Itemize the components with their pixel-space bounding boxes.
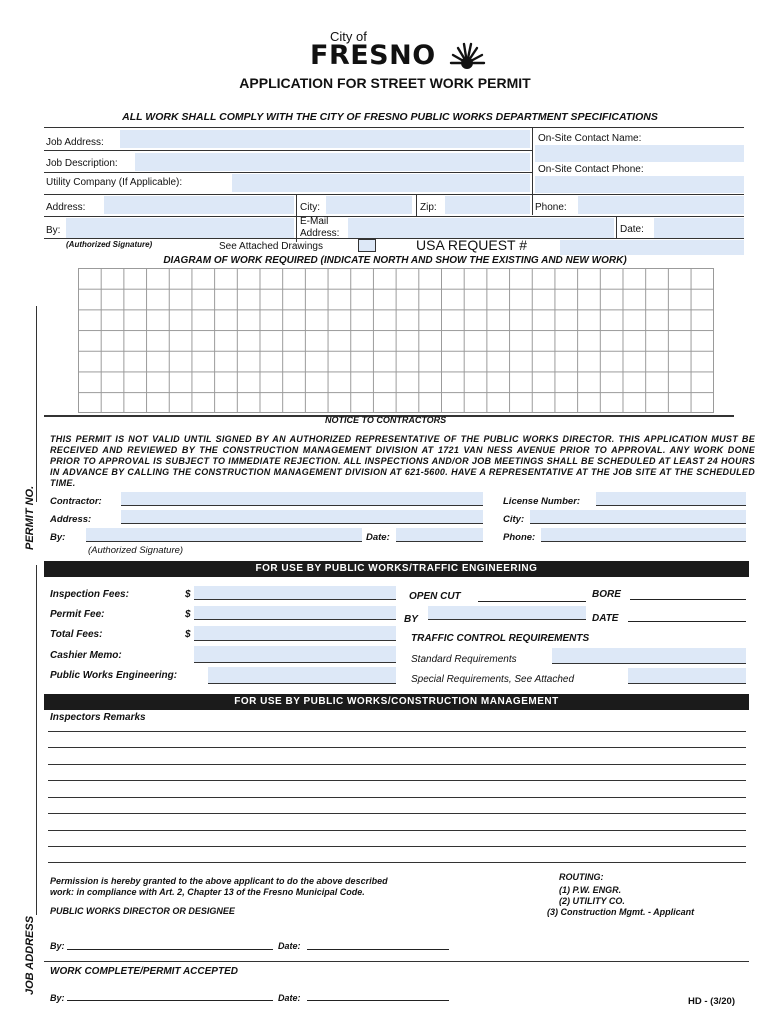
address-label: Address: — [46, 202, 86, 213]
side-rule — [36, 306, 37, 502]
director-date-line[interactable] — [307, 938, 449, 950]
date-label: Date: — [620, 224, 644, 235]
traffic-engineering-band: FOR USE BY PUBLIC WORKS/TRAFFIC ENGINEERING — [44, 561, 749, 577]
city-field[interactable] — [326, 196, 412, 214]
utility-company-label: Utility Company (If Applicable): — [46, 177, 183, 188]
accepted-date-line[interactable] — [307, 989, 449, 1001]
director-label: PUBLIC WORKS DIRECTOR OR DESIGNEE — [50, 906, 235, 916]
address-field[interactable] — [104, 196, 294, 214]
permit-fee-dollar: $ — [185, 609, 191, 620]
routing-item-1: (1) P.W. ENGR. — [559, 885, 622, 895]
rule — [44, 194, 744, 195]
inspection-fees-field[interactable] — [194, 586, 396, 600]
contractor-label: Contractor: — [50, 496, 102, 507]
contractor-city-field[interactable] — [530, 510, 746, 524]
contractor-field[interactable] — [121, 492, 483, 506]
authorized-signature-note: (Authorized Signature) — [66, 240, 153, 249]
director-by-label: By: — [50, 941, 65, 951]
city-of-label: City of — [330, 29, 367, 44]
license-field[interactable] — [596, 492, 746, 506]
form-title: APPLICATION FOR STREET WORK PERMIT — [239, 75, 531, 91]
permission-text-1: Permission is hereby granted to the above applicant to do the above described — [50, 876, 388, 886]
remarks-line[interactable] — [48, 780, 746, 781]
email-field[interactable] — [348, 218, 614, 238]
routing-label: ROUTING: — [559, 872, 604, 882]
contractor-address-label: Address: — [50, 514, 92, 525]
phone-label: Phone: — [535, 202, 567, 213]
permit-no-label: PERMIT NO. — [24, 485, 36, 550]
total-fees-label: Total Fees: — [50, 629, 103, 640]
onsite-contact-name-label: On-Site Contact Name: — [538, 133, 642, 144]
form-code: HD - (3/20) — [688, 996, 735, 1007]
bore-line[interactable] — [630, 586, 746, 600]
rule — [616, 216, 617, 238]
cashier-memo-label: Cashier Memo: — [50, 650, 122, 661]
contractor-city-label: City: — [503, 514, 525, 525]
job-description-field[interactable] — [135, 153, 530, 171]
sunburst-logo-icon — [448, 41, 486, 73]
permit-fee-field[interactable] — [194, 606, 396, 620]
notice-text: THIS PERMIT IS NOT VALID UNTIL SIGNED BY AN AUTHORIZED REPRESENTATIVE OF THE PUBLIC WORKS DIRECTOR. THIS APPLICATION MUST BE RECEIVED AND REVIEWED BY THE CONSTRUCTION MANAGEMENT DIVISION AT 1721 VAN NESS AVENUE PRIOR TO APPROVAL. ANY WORK DONE PRIOR TO APPROVAL IS SUBJECT TO IMMEDIATE REJECTION. ALL INSPECTIONS AND/OR JOB MEETINGS SHALL BE SCHEDULED AT LEAST 24 HOURS IN ADVANCE BY CALLING THE CONSTRUCTION MANAGEMENT DIVISION AT 621-5600. HAVE A REPRESENTATIVE AT THE JOB SITE AT THE SCHEDULED TIME. — [50, 434, 755, 488]
open-cut-label: OPEN CUT — [409, 591, 461, 602]
compliance-statement: ALL WORK SHALL COMPLY WITH THE CITY OF FRESNO PUBLIC WORKS DEPARTMENT SPECIFICATIONS — [122, 111, 658, 123]
applicant-signature-field[interactable] — [66, 218, 294, 238]
rule — [44, 961, 749, 962]
remarks-line[interactable] — [48, 731, 746, 732]
applicant-date-field[interactable] — [654, 218, 744, 238]
standard-requirements-field[interactable] — [552, 648, 746, 664]
rule — [532, 127, 533, 215]
permit-fee-label: Permit Fee: — [50, 609, 105, 620]
contractor-address-field[interactable] — [121, 510, 483, 524]
by-label: By: — [46, 225, 61, 236]
contractor-signature-field[interactable] — [86, 528, 362, 542]
onsite-contact-phone-field[interactable] — [535, 176, 744, 193]
accepted-signature-line[interactable] — [67, 989, 273, 1001]
remarks-line[interactable] — [48, 797, 746, 798]
special-requirements-field[interactable] — [628, 668, 746, 684]
remarks-line[interactable] — [48, 813, 746, 814]
cashier-memo-field[interactable] — [194, 646, 396, 663]
onsite-contact-name-field[interactable] — [535, 145, 744, 162]
job-description-label: Job Description: — [46, 158, 118, 169]
director-date-label: Date: — [278, 941, 301, 951]
usa-request-field[interactable] — [560, 240, 744, 255]
total-fees-field[interactable] — [194, 626, 396, 641]
rule — [44, 127, 744, 128]
contractor-by-label: By: — [50, 532, 66, 543]
permission-text-2: work: in compliance with Art. 2, Chapter 13 of the Fresno Municipal Code. — [50, 887, 365, 897]
pw-engineering-label: Public Works Engineering: — [50, 670, 178, 681]
zip-label: Zip: — [420, 202, 437, 213]
email-label-1: E-Mail — [300, 216, 329, 227]
rule — [44, 150, 532, 151]
rule — [44, 238, 744, 239]
job-address-side-label: JOB ADDRESS — [24, 915, 36, 995]
remarks-line[interactable] — [48, 846, 746, 847]
rule — [44, 172, 532, 173]
contractor-signature-note: (Authorized Signature) — [88, 545, 184, 556]
job-address-label: Job Address: — [46, 137, 104, 148]
accepted-by-label: By: — [50, 993, 65, 1003]
contractor-phone-label: Phone: — [503, 532, 536, 543]
email-label-2: Address: — [300, 228, 340, 239]
contractor-date-label: Date: — [366, 532, 390, 543]
by-traffic-label: BY — [404, 614, 418, 625]
work-complete-label: WORK COMPLETE/PERMIT ACCEPTED — [50, 966, 238, 977]
rule — [416, 194, 417, 216]
contractor-date-field[interactable] — [396, 528, 483, 542]
see-attached-checkbox[interactable] — [358, 239, 376, 252]
total-fees-dollar: $ — [185, 629, 191, 640]
standard-requirements-label: Standard Requirements — [411, 654, 517, 665]
usa-request-label: USA REQUEST # — [416, 237, 528, 253]
remarks-line[interactable] — [48, 764, 746, 765]
pw-engineering-field[interactable] — [208, 667, 396, 684]
traffic-control-label: TRAFFIC CONTROL REQUIREMENTS — [411, 633, 590, 644]
notice-title: NOTICE TO CONTRACTORS — [325, 415, 447, 425]
see-attached-label: See Attached Drawings — [219, 241, 323, 252]
by-traffic-field[interactable] — [428, 606, 586, 620]
remarks-line[interactable] — [48, 830, 746, 831]
onsite-contact-phone-label: On-Site Contact Phone: — [538, 164, 644, 175]
phone-field[interactable] — [578, 196, 744, 214]
remarks-line[interactable] — [48, 747, 746, 748]
director-signature-line[interactable] — [67, 938, 273, 950]
special-requirements-label: Special Requirements, See Attached — [411, 674, 575, 685]
remarks-line[interactable] — [48, 862, 746, 863]
date-traffic-label: DATE — [592, 613, 619, 624]
inspectors-remarks-label: Inspectors Remarks — [50, 712, 146, 723]
fresno-logo-text: FRESNO — [310, 40, 436, 71]
open-cut-line[interactable] — [478, 588, 586, 602]
construction-management-band: FOR USE BY PUBLIC WORKS/CONSTRUCTION MANAGEMENT — [44, 694, 749, 710]
contractor-phone-field[interactable] — [541, 528, 746, 542]
diagram-grid[interactable] — [78, 268, 714, 413]
diagram-title: DIAGRAM OF WORK REQUIRED (INDICATE NORTH AND SHOW THE EXISTING AND NEW WORK) — [163, 255, 627, 266]
rule — [296, 194, 297, 242]
city-label: City: — [300, 202, 320, 213]
inspection-fees-dollar: $ — [185, 589, 191, 600]
bore-label: BORE — [592, 589, 621, 600]
accepted-date-label: Date: — [278, 993, 301, 1003]
rule — [44, 216, 744, 217]
routing-item-2: (2) UTILITY CO. — [559, 896, 625, 906]
utility-company-field[interactable] — [232, 174, 530, 192]
license-label: License Number: — [503, 496, 581, 507]
routing-item-3: (3) Construction Mgmt. - Applicant — [547, 907, 695, 917]
job-address-field[interactable] — [120, 130, 530, 148]
date-traffic-line[interactable] — [628, 608, 746, 622]
zip-field[interactable] — [445, 196, 530, 214]
side-rule — [36, 565, 37, 915]
inspection-fees-label: Inspection Fees: — [50, 589, 129, 600]
